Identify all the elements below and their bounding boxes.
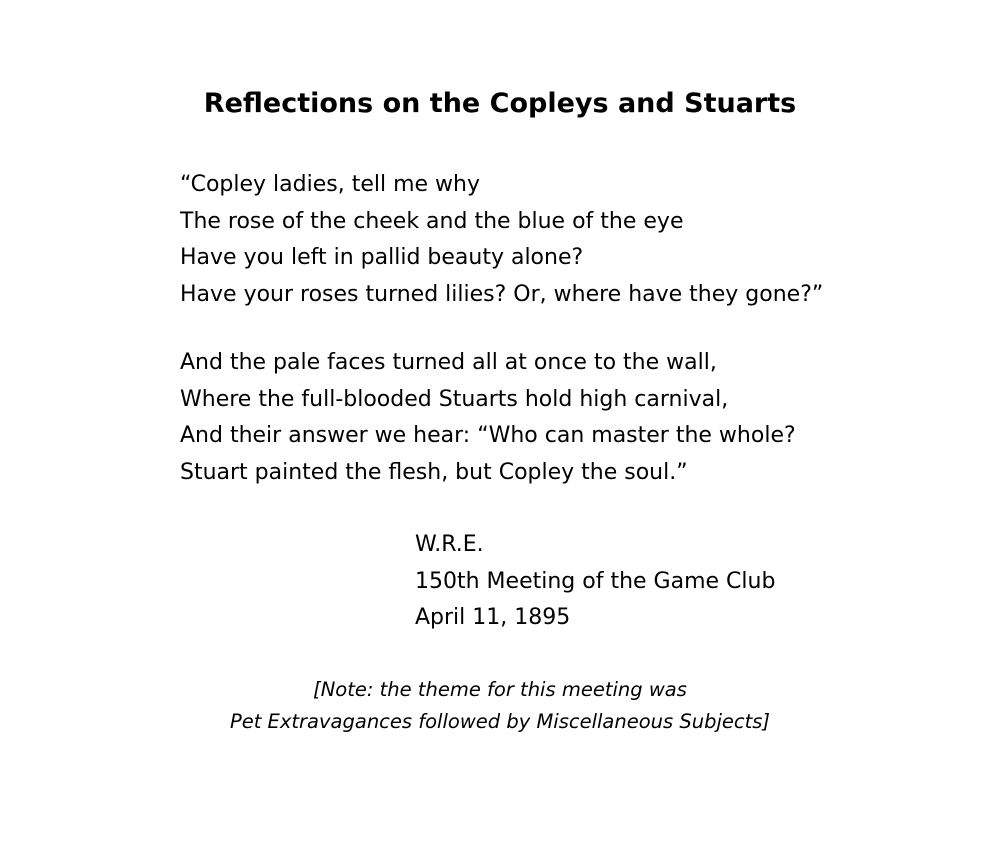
stanza-1 (180, 167, 940, 313)
signature-author: W.R.E. (415, 532, 484, 557)
poem-line: The rose of the cheek and the blue of the eye (180, 208, 684, 234)
signature-meeting: 150th Meeting of the Game Club (415, 568, 776, 594)
editorial-note (0, 674, 1000, 738)
poem-line: Have your roses turned lilies? Or, where have they gone?” (180, 281, 824, 307)
poem-line: Where the full-blooded Stuarts hold high carnival, (180, 386, 729, 412)
poem-line: And their answer we hear: “Who can master the whole? (180, 423, 796, 448)
signature-date: April 11, 1895 (415, 605, 571, 630)
poem-line: Stuart painted the flesh, but Copley the soul.” (180, 459, 688, 485)
poem-title: Reflections on the Copleys and Stuarts (203, 88, 797, 119)
poem-line: Have you left in pallid beauty alone? (180, 245, 584, 270)
poem-line: “Copley ladies, tell me why (180, 172, 481, 197)
stanza-2 (180, 345, 940, 491)
note-line: Pet Extravagances followed by Miscellaneous Subjects] (229, 710, 771, 733)
note-line: [Note: the theme for this meeting was (313, 678, 687, 701)
signature-block (415, 527, 975, 637)
poem-line: And the pale faces turned all at once to the wall, (180, 350, 717, 375)
